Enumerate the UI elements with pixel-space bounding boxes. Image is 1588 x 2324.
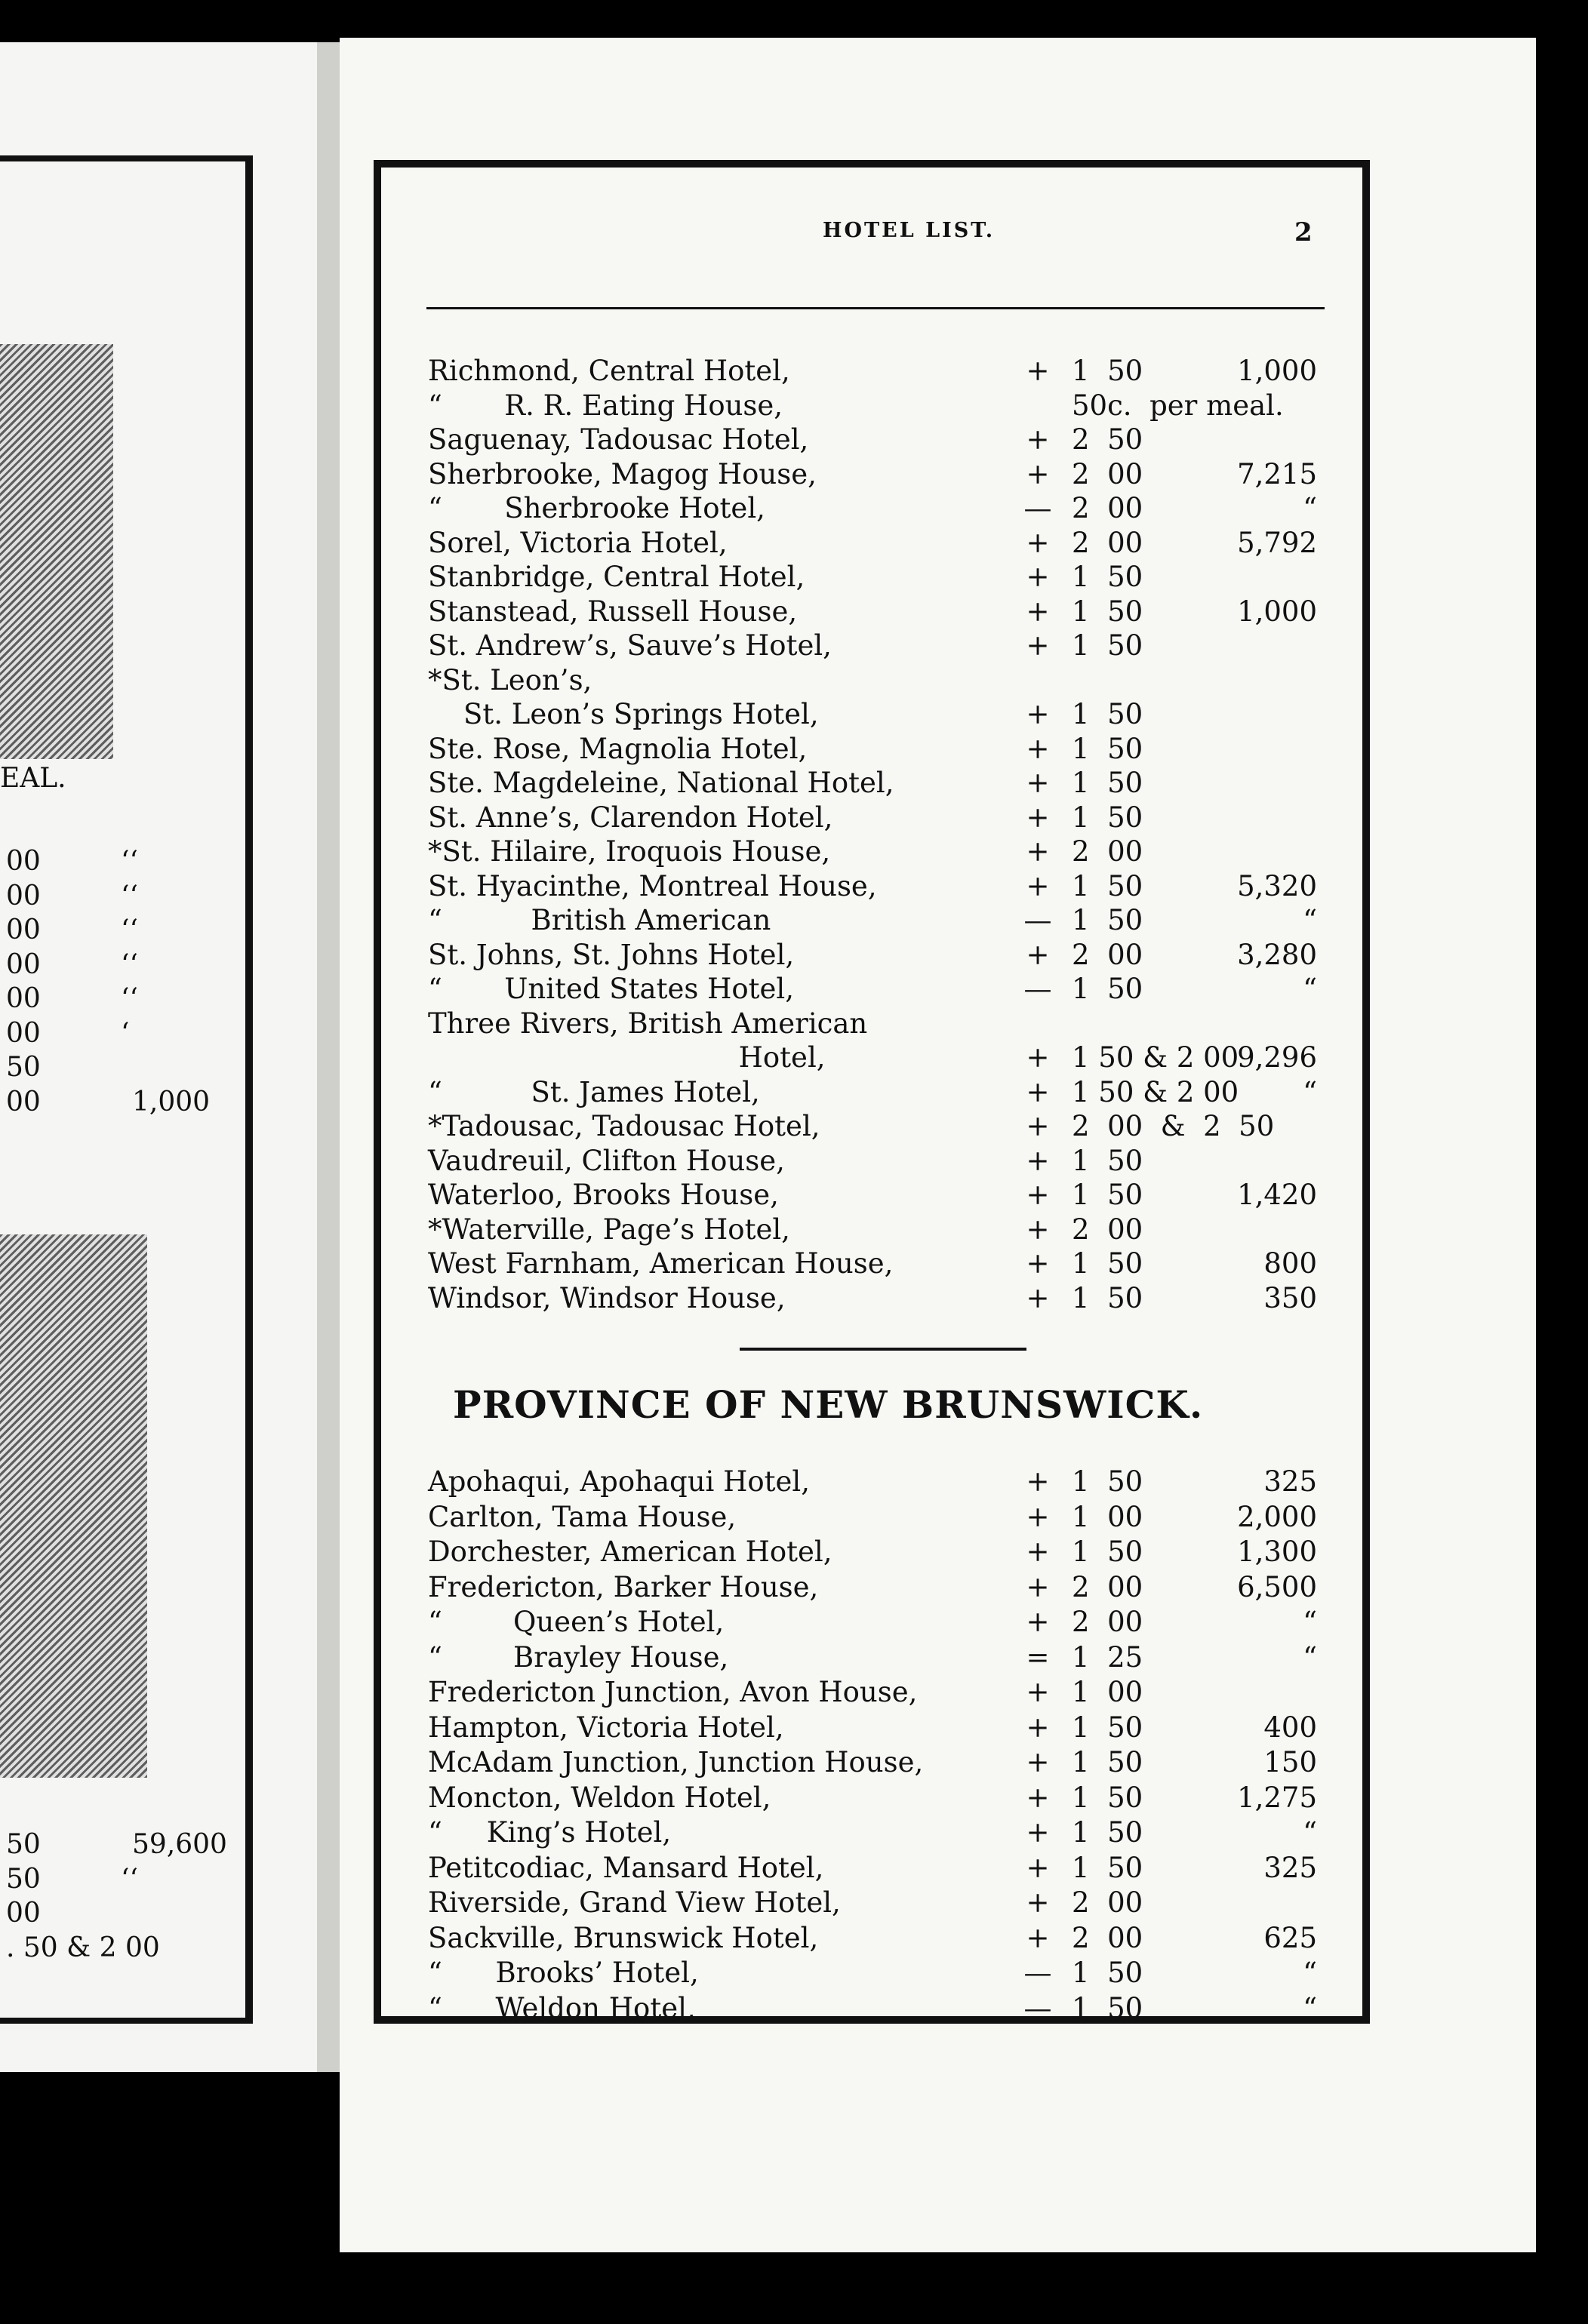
hotel-row xyxy=(381,1110,1362,1145)
hotel-name: St. Johns, St. Johns Hotel, xyxy=(428,938,795,971)
rating-sign: + xyxy=(1026,1281,1050,1314)
population: 350 xyxy=(1263,1281,1317,1314)
rating-sign: + xyxy=(1026,1536,1050,1568)
left-rate-fragment: 00 xyxy=(6,948,41,980)
hotel-name: St. Andrew’s, Sauve’s Hotel, xyxy=(428,629,832,662)
left-rate-fragment: 00 xyxy=(6,1017,41,1049)
rate-per-day: 1 50 xyxy=(1072,1247,1143,1280)
population: 1,000 xyxy=(1237,595,1317,628)
hotel-name: Hotel, xyxy=(428,1041,826,1074)
hotel-row xyxy=(381,1501,1362,1536)
hotel-name: St. Hyacinthe, Montreal House, xyxy=(428,869,877,902)
rate-per-day: 2 00 xyxy=(1072,526,1143,559)
hotel-row xyxy=(381,870,1362,905)
hotel-row xyxy=(381,801,1362,836)
left-population-fragment: ‘‘ xyxy=(121,1863,138,1895)
hotel-name: “ St. James Hotel, xyxy=(428,1075,760,1108)
rating-sign: — xyxy=(1023,1991,1052,2024)
hotel-name: Riverside, Grand View Hotel, xyxy=(428,1886,841,1919)
hotel-name: “ Queen’s Hotel, xyxy=(428,1606,725,1638)
rate-per-day: 2 00 xyxy=(1072,1921,1143,1954)
rating-sign: + xyxy=(1026,767,1050,799)
left-population-fragment: ‘‘ xyxy=(121,846,138,877)
rate-per-day: 1 50 xyxy=(1072,1746,1143,1778)
hotel-row xyxy=(381,939,1362,973)
population: 5,320 xyxy=(1237,869,1317,902)
population: 625 xyxy=(1263,1921,1317,1954)
hotel-name: “ United States Hotel, xyxy=(428,973,794,1005)
rate-per-day: 1 50 xyxy=(1072,1465,1143,1498)
hotel-row xyxy=(381,1781,1362,1816)
hotel-row xyxy=(381,1076,1362,1111)
hotel-row xyxy=(381,1536,1362,1570)
hotel-row xyxy=(381,561,1362,595)
rate-per-day: 1 50 xyxy=(1072,801,1143,834)
hotel-name: “ R. R. Eating House, xyxy=(428,389,783,422)
rating-sign: + xyxy=(1026,801,1050,834)
rating-sign: + xyxy=(1026,835,1050,868)
hotel-name: Petitcodiac, Mansard Hotel, xyxy=(428,1851,824,1884)
hotel-name: Waterloo, Brooks House, xyxy=(428,1179,779,1211)
hotel-name: McAdam Junction, Junction House, xyxy=(428,1746,924,1778)
rate-per-day: 2 00 xyxy=(1072,1886,1143,1919)
hotel-name: Windsor, Windsor House, xyxy=(428,1281,786,1314)
rate-per-day: 50c. per meal. xyxy=(1072,389,1284,422)
rate-per-day: 1 00 xyxy=(1072,1500,1143,1533)
hotel-name: Moncton, Weldon Hotel, xyxy=(428,1781,771,1814)
hotel-row xyxy=(381,458,1362,493)
rating-sign: + xyxy=(1026,355,1050,387)
rate-per-day: 1 50 xyxy=(1072,1991,1143,2024)
hotel-row xyxy=(381,835,1362,870)
left-rate-fragment: 50 xyxy=(6,1863,41,1895)
rate-per-day: 1 50 xyxy=(1072,1179,1143,1211)
hotel-name: Sherbrooke, Magog House, xyxy=(428,457,817,490)
rating-sign: + xyxy=(1026,457,1050,490)
rating-sign: — xyxy=(1023,904,1052,936)
hotel-row xyxy=(381,904,1362,939)
left-page xyxy=(0,42,317,2072)
hotel-row xyxy=(381,1957,1362,1991)
rating-sign: + xyxy=(1026,1213,1050,1246)
hotel-name: Fredericton, Barker House, xyxy=(428,1570,819,1603)
hotel-row xyxy=(381,492,1362,527)
rate-per-day: 2 00 & 2 50 xyxy=(1072,1110,1275,1142)
hotel-row xyxy=(381,1641,1362,1676)
rate-per-day: 1 50 xyxy=(1072,1851,1143,1884)
rating-sign: — xyxy=(1023,1957,1052,1989)
rate-per-day: 1 50 xyxy=(1072,1816,1143,1849)
hotel-row xyxy=(381,1179,1362,1213)
population: “ xyxy=(1303,1640,1317,1674)
rating-sign: + xyxy=(1026,423,1050,456)
left-population-fragment: ‘‘ xyxy=(121,948,138,980)
rating-sign: + xyxy=(1026,561,1050,593)
population: 800 xyxy=(1263,1247,1317,1280)
hotel-row xyxy=(381,355,1362,389)
population: 7,215 xyxy=(1237,457,1317,490)
left-rate-fragment: . 50 & 2 00 xyxy=(6,1932,160,1963)
hotel-row xyxy=(381,1465,1362,1500)
rating-sign: = xyxy=(1026,1640,1050,1674)
rating-sign: + xyxy=(1026,1179,1050,1211)
left-population-fragment: 1,000 xyxy=(132,1086,211,1117)
rate-per-day: 1 00 xyxy=(1072,1676,1143,1708)
left-population-fragment: 59,600 xyxy=(132,1829,227,1860)
rating-sign: + xyxy=(1026,1886,1050,1919)
rate-per-day: 1 50 xyxy=(1072,355,1143,387)
rating-sign: + xyxy=(1026,732,1050,765)
left-rate-fragment: 00 xyxy=(6,846,41,877)
rate-per-day: 1 50 & 2 00 xyxy=(1072,1041,1239,1074)
rating-sign: + xyxy=(1026,1247,1050,1280)
engraving-image-bottom xyxy=(0,1234,147,1778)
right-page-frame xyxy=(374,160,1370,2024)
population: 325 xyxy=(1263,1465,1317,1498)
population: “ xyxy=(1303,973,1317,1005)
hotel-row xyxy=(381,527,1362,561)
hotel-name: Stanstead, Russell House, xyxy=(428,595,798,628)
hotel-name: St. Leon’s Springs Hotel, xyxy=(428,698,819,730)
population: 6,500 xyxy=(1237,1570,1317,1603)
hotel-row xyxy=(381,1606,1362,1640)
left-population-fragment: ‘‘ xyxy=(121,983,138,1014)
rating-sign: + xyxy=(1026,1144,1050,1177)
population: “ xyxy=(1303,1957,1317,1989)
hotel-name: *Waterville, Page’s Hotel, xyxy=(428,1213,790,1246)
province-heading: PROVINCE OF NEW BRUNSWICK. xyxy=(453,1382,1204,1427)
population: 150 xyxy=(1263,1746,1317,1778)
left-heading-fragment: EAL. xyxy=(0,763,66,794)
hotel-name: *St. Hilaire, Iroquois House, xyxy=(428,835,831,868)
hotel-row xyxy=(381,1746,1362,1781)
population: 325 xyxy=(1263,1851,1317,1884)
hotel-name: Dorchester, American Hotel, xyxy=(428,1536,832,1568)
hotel-name: St. Anne’s, Clarendon Hotel, xyxy=(428,801,833,834)
rating-sign: + xyxy=(1026,1500,1050,1533)
hotel-row xyxy=(381,733,1362,767)
hotel-row xyxy=(381,1886,1362,1921)
right-page xyxy=(340,38,1536,2252)
hotel-row xyxy=(381,1007,1362,1042)
hotel-row xyxy=(381,1852,1362,1886)
population: 2,000 xyxy=(1237,1500,1317,1533)
hotel-name: Ste. Rose, Magnolia Hotel, xyxy=(428,732,808,765)
hotel-row xyxy=(381,595,1362,630)
hotel-row xyxy=(381,629,1362,664)
hotel-name: Carlton, Tama House, xyxy=(428,1500,737,1533)
rate-per-day: 1 50 xyxy=(1072,629,1143,662)
rating-sign: + xyxy=(1026,869,1050,902)
gutter xyxy=(317,42,340,2072)
rating-sign: + xyxy=(1026,1816,1050,1849)
rating-sign: — xyxy=(1023,492,1052,524)
left-population-fragment: ‘‘ xyxy=(121,915,138,945)
rating-sign: + xyxy=(1026,1041,1050,1074)
rating-sign: + xyxy=(1026,526,1050,559)
rate-per-day: 1 50 xyxy=(1072,1144,1143,1177)
rate-per-day: 1 50 xyxy=(1072,595,1143,628)
rate-per-day: 1 50 xyxy=(1072,1957,1143,1989)
rate-per-day: 2 00 xyxy=(1072,938,1143,971)
rate-per-day: 1 50 xyxy=(1072,904,1143,936)
population: 400 xyxy=(1263,1711,1317,1744)
hotel-name: Hampton, Victoria Hotel, xyxy=(428,1711,784,1744)
rate-per-day: 1 25 xyxy=(1072,1640,1143,1674)
hotel-row xyxy=(381,1571,1362,1606)
rate-per-day: 1 50 & 2 00 xyxy=(1072,1075,1239,1108)
hotel-name: Saguenay, Tadousac Hotel, xyxy=(428,423,809,456)
rating-sign: + xyxy=(1026,1465,1050,1498)
hotel-name: “ Weldon Hotel, xyxy=(428,1991,696,2024)
rating-sign: + xyxy=(1026,1781,1050,1814)
left-rate-fragment: 00 xyxy=(6,1086,41,1117)
hotel-row xyxy=(381,1922,1362,1957)
rating-sign: + xyxy=(1026,1606,1050,1638)
population: 9,296 xyxy=(1237,1041,1317,1074)
hotel-row xyxy=(381,1041,1362,1076)
left-population-fragment: ‘‘ xyxy=(121,880,138,911)
rating-sign: + xyxy=(1026,938,1050,971)
left-rate-fragment: 00 xyxy=(6,1898,41,1929)
hotel-row xyxy=(381,664,1362,699)
hotel-row xyxy=(381,1992,1362,2027)
hotel-name: Sackville, Brunswick Hotel, xyxy=(428,1921,819,1954)
header-rule xyxy=(426,307,1325,309)
population: “ xyxy=(1303,904,1317,936)
population: 3,280 xyxy=(1237,938,1317,971)
rate-per-day: 1 50 xyxy=(1072,732,1143,765)
rate-per-day: 2 00 xyxy=(1072,835,1143,868)
hotel-name: *Tadousac, Tadousac Hotel, xyxy=(428,1110,820,1142)
section-divider xyxy=(740,1348,1026,1351)
rate-per-day: 2 00 xyxy=(1072,1606,1143,1638)
rate-per-day: 1 50 xyxy=(1072,1281,1143,1314)
rate-per-day: 1 50 xyxy=(1072,561,1143,593)
population: 1,420 xyxy=(1237,1179,1317,1211)
hotel-row xyxy=(381,389,1362,424)
rate-per-day: 1 50 xyxy=(1072,767,1143,799)
rate-per-day: 2 00 xyxy=(1072,492,1143,524)
hotel-row xyxy=(381,423,1362,458)
rating-sign: + xyxy=(1026,1075,1050,1108)
hotel-row xyxy=(381,1247,1362,1282)
hotel-row xyxy=(381,767,1362,801)
left-population-fragment: ‘ xyxy=(121,1017,130,1049)
left-rate-fragment: 00 xyxy=(6,880,41,911)
left-rate-fragment: 00 xyxy=(6,983,41,1014)
hotel-name: West Farnham, American House, xyxy=(428,1247,894,1280)
page-header xyxy=(381,219,1362,249)
hotel-row xyxy=(381,1145,1362,1179)
population: 1,275 xyxy=(1237,1781,1317,1814)
left-rate-fragment: 50 xyxy=(6,1052,41,1083)
rating-sign: + xyxy=(1026,1110,1050,1142)
hotel-name: *St. Leon’s, xyxy=(428,663,592,696)
rating-sign: — xyxy=(1023,973,1052,1005)
rating-sign: + xyxy=(1026,1570,1050,1603)
hotel-name: “ British American xyxy=(428,904,771,936)
hotel-name: Stanbridge, Central Hotel, xyxy=(428,561,805,593)
rating-sign: + xyxy=(1026,1851,1050,1884)
population: “ xyxy=(1303,492,1317,524)
rate-per-day: 2 00 xyxy=(1072,1213,1143,1246)
rate-per-day: 1 50 xyxy=(1072,1711,1143,1744)
population: 5,792 xyxy=(1237,526,1317,559)
rate-per-day: 1 50 xyxy=(1072,869,1143,902)
rating-sign: + xyxy=(1026,1746,1050,1778)
page-number: 2 xyxy=(1294,217,1313,247)
rating-sign: + xyxy=(1026,1711,1050,1744)
rating-sign: + xyxy=(1026,629,1050,662)
running-title: HOTEL LIST. xyxy=(823,219,996,242)
population: “ xyxy=(1303,1075,1317,1108)
population: “ xyxy=(1303,1606,1317,1638)
hotel-name: Ste. Magdeleine, National Hotel, xyxy=(428,767,894,799)
rate-per-day: 2 00 xyxy=(1072,1570,1143,1603)
left-rate-fragment: 50 xyxy=(6,1829,41,1860)
engraving-image-top xyxy=(0,344,113,759)
rate-per-day: 2 00 xyxy=(1072,457,1143,490)
rating-sign: + xyxy=(1026,595,1050,628)
hotel-row xyxy=(381,973,1362,1007)
population: 1,300 xyxy=(1237,1536,1317,1568)
hotel-row xyxy=(381,1711,1362,1746)
population: 1,000 xyxy=(1237,355,1317,387)
hotel-row xyxy=(381,1816,1362,1851)
hotel-name: Apohaqui, Apohaqui Hotel, xyxy=(428,1465,811,1498)
hotel-name: “ Brooks’ Hotel, xyxy=(428,1957,699,1989)
population: “ xyxy=(1303,1991,1317,2024)
hotel-name: “ Sherbrooke Hotel, xyxy=(428,492,765,524)
rate-per-day: 1 50 xyxy=(1072,1781,1143,1814)
rating-sign: + xyxy=(1026,1676,1050,1708)
hotel-name: “ Brayley House, xyxy=(428,1640,729,1674)
hotel-row xyxy=(381,698,1362,733)
hotel-name: Sorel, Victoria Hotel, xyxy=(428,526,728,559)
rate-per-day: 1 50 xyxy=(1072,1536,1143,1568)
hotel-name: Richmond, Central Hotel, xyxy=(428,355,790,387)
rate-per-day: 1 50 xyxy=(1072,973,1143,1005)
hotel-row xyxy=(381,1282,1362,1317)
rating-sign: + xyxy=(1026,1921,1050,1954)
rate-per-day: 1 50 xyxy=(1072,698,1143,730)
population: “ xyxy=(1303,1816,1317,1849)
left-rate-fragment: 00 xyxy=(6,915,41,945)
hotel-row xyxy=(381,1213,1362,1248)
hotel-name: Fredericton Junction, Avon House, xyxy=(428,1676,918,1708)
rating-sign: + xyxy=(1026,698,1050,730)
hotel-name: “ King’s Hotel, xyxy=(428,1816,672,1849)
hotel-row xyxy=(381,1676,1362,1711)
hotel-name: Vaudreuil, Clifton House, xyxy=(428,1144,785,1177)
rate-per-day: 2 50 xyxy=(1072,423,1143,456)
hotel-name: Three Rivers, British American xyxy=(428,1007,868,1040)
